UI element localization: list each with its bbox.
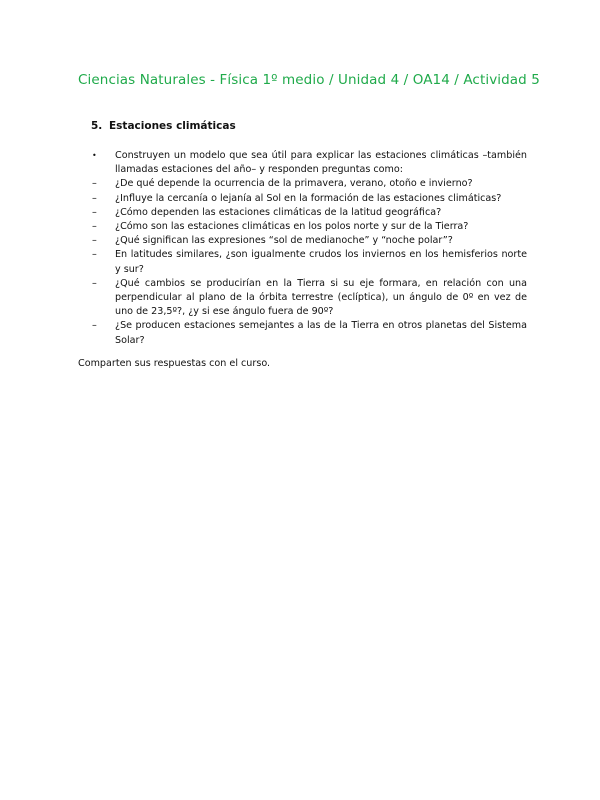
bullet-text: Construyen un modelo que sea útil para explicar las estaciones climáticas –también llamadas estaciones del año– y responden preguntas como: xyxy=(115,150,527,176)
question-item xyxy=(91,220,527,234)
bullet-item xyxy=(91,149,527,177)
page-header: Ciencias Naturales - Física 1º medio / Unidad 4 / OA14 / Actividad 5 xyxy=(78,72,540,88)
section-title-text: Estaciones climáticas xyxy=(109,120,236,132)
closing-text: Comparten sus respuestas con el curso. xyxy=(78,358,271,369)
dash-marker: – xyxy=(92,192,97,204)
activity-list xyxy=(91,149,527,348)
question-item xyxy=(91,234,527,248)
question-text: ¿Se producen estaciones semejantes a las de la Tierra en otros planetas del Sistema Solar? xyxy=(115,320,527,346)
dash-marker: – xyxy=(92,221,97,233)
question-item xyxy=(91,177,527,191)
question-text: ¿Cómo dependen las estaciones climáticas de la latitud geográfica? xyxy=(115,206,442,218)
question-item xyxy=(91,277,527,320)
question-item xyxy=(91,192,527,206)
dash-marker: – xyxy=(92,235,97,247)
section-number: 5. xyxy=(91,120,103,132)
question-item xyxy=(91,319,527,347)
question-item xyxy=(91,206,527,220)
question-text: ¿Cómo son las estaciones climáticas en los polos norte y sur de la Tierra? xyxy=(115,221,469,233)
dash-marker: – xyxy=(92,249,97,261)
dash-marker: – xyxy=(92,320,97,332)
dash-marker: – xyxy=(92,277,97,289)
question-text: ¿De qué depende la ocurrencia de la primavera, verano, otoño e invierno? xyxy=(115,178,473,190)
bullet-marker: • xyxy=(92,151,97,160)
dash-marker: – xyxy=(92,206,97,218)
dash-marker: – xyxy=(92,178,97,190)
question-text: En latitudes similares, ¿son igualmente crudos los inviernos en los hemisferios norte y sur? xyxy=(115,249,527,275)
question-item xyxy=(91,248,527,276)
question-text: ¿Qué significan las expresiones “sol de medianoche” y “noche polar”? xyxy=(115,235,453,247)
question-text: ¿Qué cambios se producirían en la Tierra si su eje formara, en relación con una perpendicular al plano de la órbita terrestre (eclíptica), un ángulo de 0º en vez de uno de 23,5º?, ¿y si ese ángulo fuera de 90º? xyxy=(115,277,527,318)
question-text: ¿Influye la cercanía o lejanía al Sol en la formación de las estaciones climáticas? xyxy=(115,192,502,204)
section-title xyxy=(91,120,236,132)
